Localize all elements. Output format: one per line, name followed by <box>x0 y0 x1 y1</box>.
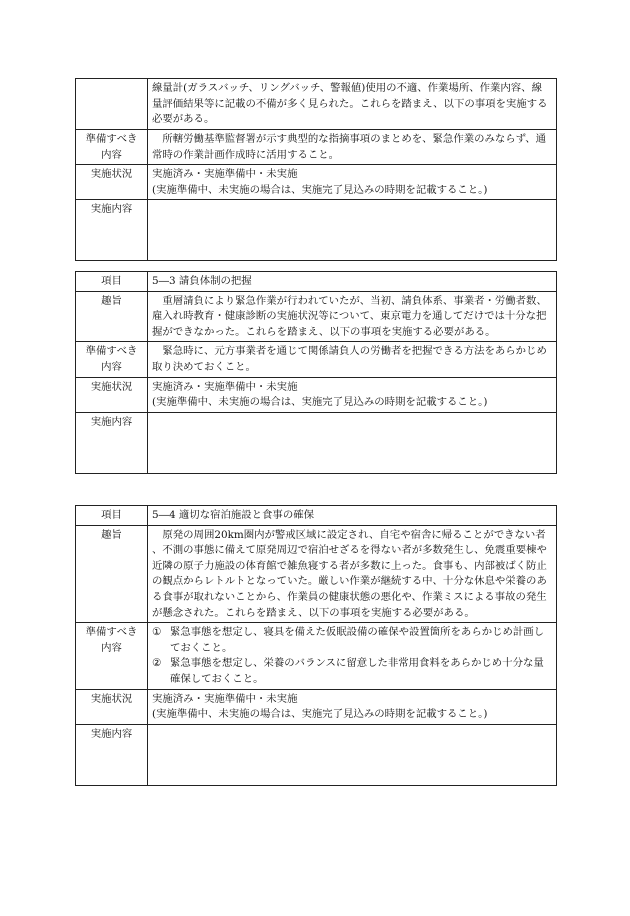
list-item <box>152 625 552 656</box>
item-label: 項目 <box>76 506 148 526</box>
content-label: 実施内容 <box>76 412 148 473</box>
purpose-text-body: 原発の周囲20km圏内が警戒区域に設定され、自宅や宿舎に帰ることができない者、不測の事態に備えて原発周辺で宿泊せざるを得ない者が多数発生し、免震重要棟や近隣の原子力施設の体育館で雑魚寝する者が多数に上った。食事も、内部被ばく防止の観点からレトルトとなっていた。厳しい作業が継続する中、十分な休息や栄養のある食事が取れないことから、作業員の健康状態の悪化や、作業ミスによる事故の発生が懸念された。これらを踏まえ、以下の事項を実施する必要がある。 <box>152 528 547 619</box>
status-cell <box>148 165 557 200</box>
status-cell <box>148 689 557 724</box>
list-item-number: ① <box>152 626 162 639</box>
content-field[interactable] <box>148 412 557 473</box>
status-cell <box>148 377 557 412</box>
status-label: 実施状況 <box>76 377 148 412</box>
status-options: 実施済み・実施準備中・未実施 <box>152 380 298 393</box>
prep-row <box>76 342 557 377</box>
status-row <box>76 689 557 724</box>
prep-row <box>76 130 557 165</box>
content-label: 実施内容 <box>76 724 148 785</box>
status-options: 実施済み・実施準備中・未実施 <box>152 168 298 181</box>
purpose-row-continued <box>76 79 557 130</box>
content-row <box>76 412 557 473</box>
status-note: (実施準備中、未実施の場合は、実施完了見込みの時期を記載すること。) <box>152 396 488 409</box>
prep-list <box>148 623 557 689</box>
item-label: 項目 <box>76 272 148 292</box>
table-continued <box>75 78 557 261</box>
status-note: (実施準備中、未実施の場合は、実施完了見込みの時期を記載すること。) <box>152 708 488 721</box>
purpose-label: 趣旨 <box>76 525 148 623</box>
item-row <box>76 272 557 292</box>
label-cell-empty <box>76 79 148 130</box>
status-label: 実施状況 <box>76 689 148 724</box>
table-5-3 <box>75 271 557 474</box>
purpose-label: 趣旨 <box>76 291 148 342</box>
prep-label: 準備すべき内容 <box>76 342 148 377</box>
purpose-text-body: 重層請負により緊急作業が行われていたが、当初、請負体系、事業者・労働者数、雇入れ時教育・健康診断の実施状況等について、東京電力を通してだけでは十分な把握ができなかった。これらを踏まえ、以下の事項を実施する必要がある。 <box>152 294 547 338</box>
content-row <box>76 200 557 261</box>
item-title: 5―3 請負体制の把握 <box>148 272 557 292</box>
prep-text <box>148 342 557 377</box>
prep-label: 準備すべき内容 <box>76 623 148 689</box>
content-field[interactable] <box>148 724 557 785</box>
item-title: 5―4 適切な宿泊施設と食事の確保 <box>148 506 557 526</box>
purpose-row <box>76 525 557 623</box>
list-item <box>152 656 552 687</box>
purpose-row <box>76 291 557 342</box>
content-row <box>76 724 557 785</box>
prep-row <box>76 623 557 689</box>
content-label: 実施内容 <box>76 200 148 261</box>
purpose-text-continued: 線量計(ガラスバッチ、リングバッチ、警報値)使用の不適、作業場所、作業内容、線量評価結果等に記載の不備が多く見られた。これらを踏まえ、以下の事項を実施する必要がある。 <box>148 79 557 130</box>
status-note: (実施準備中、未実施の場合は、実施完了見込みの時期を記載すること。) <box>152 183 488 196</box>
list-item-number: ② <box>152 657 162 670</box>
item-row <box>76 506 557 526</box>
status-row <box>76 377 557 412</box>
prep-text-body: 緊急時に、元方事業者を通じて関係請負人の労働者を把握できる方法をあらかじめ取り決めておくこと。 <box>152 345 547 373</box>
purpose-text <box>148 525 557 623</box>
prep-label: 準備すべき内容 <box>76 130 148 165</box>
prep-text-body: 所轄労働基準監督署が示す典型的な指摘事項のまとめを、緊急作業のみならず、通常時の作業計画作成時に活用すること。 <box>152 133 547 161</box>
list-item-text: 緊急事態を想定し、栄養のバランスに留意した非常用食料をあらかじめ十分な量確保しておくこと。 <box>170 657 544 685</box>
purpose-text <box>148 291 557 342</box>
status-row <box>76 165 557 200</box>
status-options: 実施済み・実施準備中・未実施 <box>152 692 298 705</box>
table-5-4 <box>75 505 557 786</box>
list-item-text: 緊急事態を想定し、寝具を備えた仮眠設備の確保や設置箇所をあらかじめ計画しておくこと。 <box>170 626 545 654</box>
content-field[interactable] <box>148 200 557 261</box>
prep-text <box>148 130 557 165</box>
status-label: 実施状況 <box>76 165 148 200</box>
